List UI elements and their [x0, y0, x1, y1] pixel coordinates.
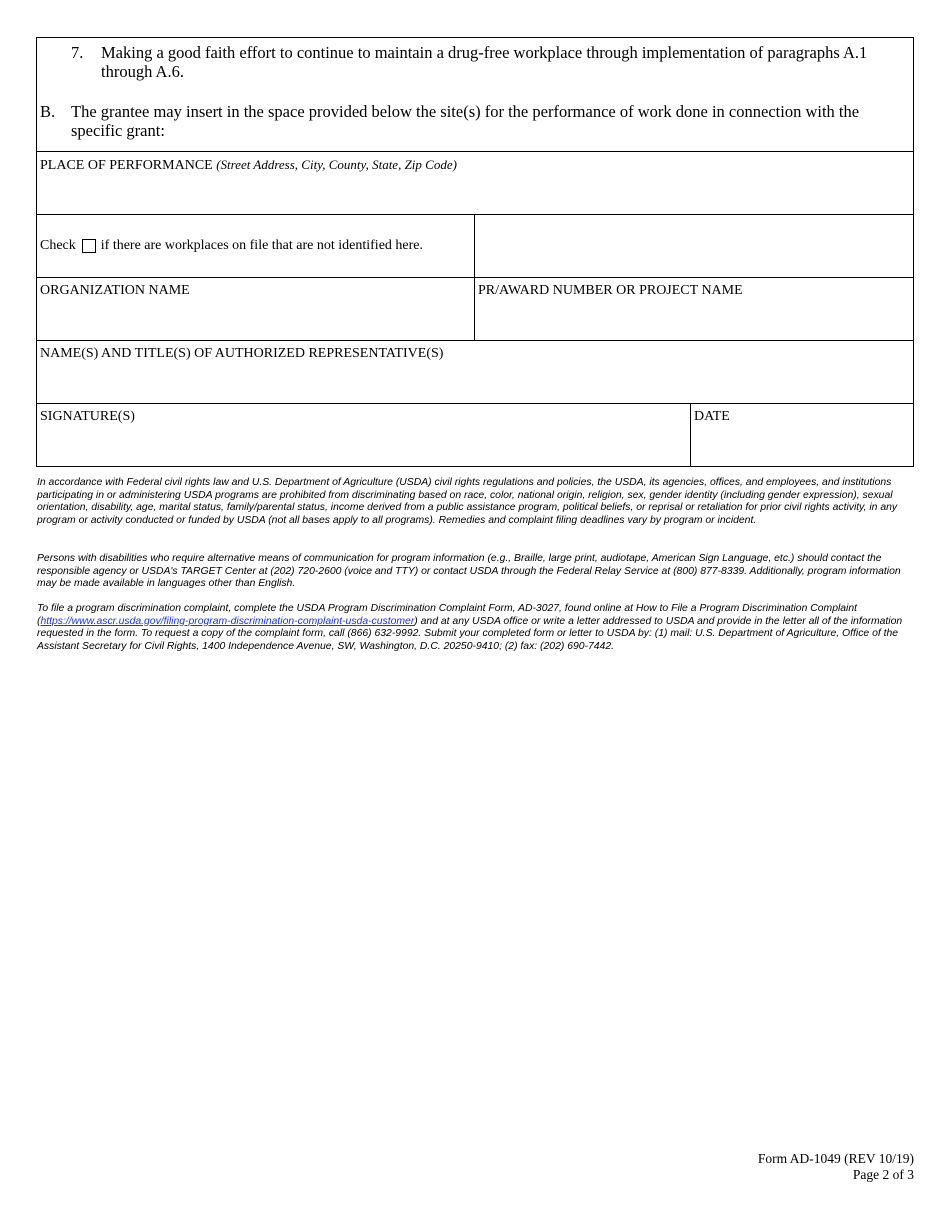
complaint-form-link[interactable]: https://www.ascr.usda.gov/filing-program-discrimination-complaint-usda-customer: [40, 615, 415, 627]
form-id: Form AD-1049 (REV 10/19): [757, 1151, 914, 1166]
item-b-label: B.: [40, 102, 56, 121]
date-label: DATE: [694, 409, 730, 424]
place-of-performance-label: PLACE OF PERFORMANCE: [40, 158, 213, 173]
complaint-text-before: To file a program discrimination complaint, complete the USDA Program Discrimination Complaint Form, AD-3027, found online at How to File a Program Discrimination Complaint (: [37, 603, 858, 627]
workplaces-check-row: [37, 215, 913, 278]
place-of-performance-row: [37, 152, 913, 215]
civil-rights-notice: In accordance with Federal civil rights law and U.S. Department of Agriculture (USDA) civil rights regulations and policies, the USDA, its agencies, offices, and employees, and institutions participating in or administering USDA programs are prohibited from discriminating based on race, color, national origin, religion, sex, gender identity (including gender expression), sexual orientation, disability, age, marital status, family/parental status, income derived from a public assistance program, political beliefs, or reprisal or retaliation for prior civil rights activity, in any program or activity conducted or funded by USDA (not all bases apply to all programs). Remedies and complaint filing deadlines vary by program or incident.: [37, 477, 898, 526]
signature-row: [37, 404, 913, 466]
item-7-text: Making a good faith effort to continue to maintain a drug-free workplace through implementation of paragraphs A.1 through A.6.: [101, 43, 868, 81]
complaint-text-after: ) and at any USDA office or write a letter addressed to USDA and provide in the letter all of the information requested in the form. To request a copy of the complaint form, call (866) 632-9992. Submit your completed form or letter to USDA by: (1) mail: U.S. Department of Agriculture, Office of the Assistant Secretary for Civil Rights, 1400 Independence Avenue, SW, Washington, D.C. 20250-9410; (2) fax: (202) 690-7442.: [37, 615, 903, 652]
page-footer: [758, 1151, 914, 1183]
item-7-number: 7.: [71, 43, 84, 62]
workplaces-check-cell: [37, 215, 474, 277]
item-b: [40, 102, 906, 140]
place-of-performance-note: (Street Address, City, County, State, Zip Code): [216, 157, 457, 172]
item-b-text: The grantee may insert in the space provided below the site(s) for the performance of work done in connection with the specific grant:: [71, 102, 860, 140]
item-7: [71, 43, 901, 81]
authorized-representatives-field[interactable]: [37, 341, 913, 403]
drug-free-workplace-form: [36, 37, 914, 467]
check-prefix: Check: [40, 238, 76, 253]
place-of-performance-field[interactable]: [37, 152, 913, 214]
check-suffix: if there are workplaces on file that are not identified here.: [100, 238, 424, 253]
signature-label: SIGNATURE(S): [40, 409, 135, 424]
award-number-label: PR/AWARD NUMBER OR PROJECT NAME: [478, 283, 743, 298]
intro-section: [37, 38, 913, 152]
workplaces-on-file-checkbox[interactable]: [82, 239, 96, 253]
blank-cell: [474, 215, 913, 277]
accessibility-notice: Persons with disabilities who require alternative means of communication for program information (e.g., Braille, large print, audiotape, American Sign Language, etc.) should contact the responsible agency or USDA's TARGET Center at (202) 720-2600 (voice and TTY) or contact USDA through the Federal Relay Service at (800) 877-8339. Additionally, program information may be made available in languages other than English.: [37, 553, 901, 590]
page-number: Page 2 of 3: [852, 1167, 914, 1182]
organization-row: [37, 278, 913, 341]
complaint-notice: [37, 603, 917, 653]
date-field[interactable]: [690, 404, 913, 466]
organization-name-label: ORGANIZATION NAME: [40, 283, 190, 298]
award-number-field[interactable]: [474, 278, 913, 340]
signature-field[interactable]: [37, 404, 690, 466]
authorized-representatives-label: NAME(S) AND TITLE(S) OF AUTHORIZED REPRESENTATIVE(S): [40, 346, 444, 361]
organization-name-field[interactable]: [37, 278, 474, 340]
representatives-row: [37, 341, 913, 404]
